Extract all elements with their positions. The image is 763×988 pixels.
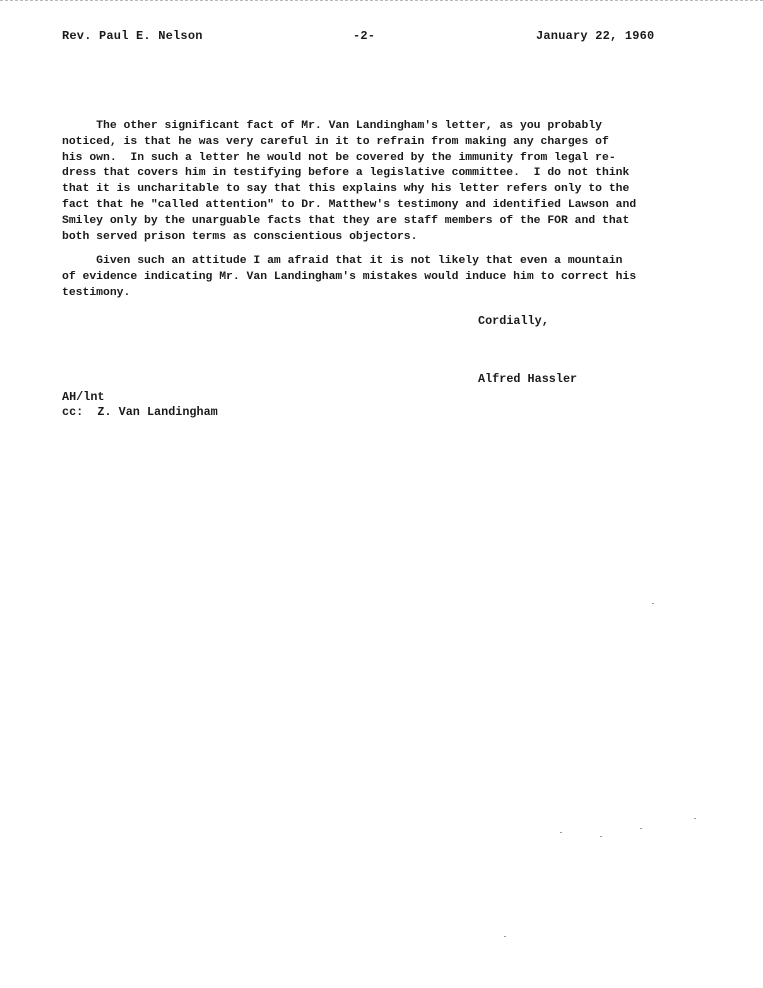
paragraph-line: fact that he "called attention" to Dr. Matthew's testimony and identified Lawson and — [62, 198, 637, 211]
paragraph-line: both served prison terms as conscientious objectors. — [62, 230, 418, 243]
paragraph-line: The other significant fact of Mr. Van Landingham's letter, as you probably — [62, 120, 603, 132]
header-recipient: Rev. Paul E. Nelson — [62, 29, 203, 43]
paragraph-line: that it is uncharitable to say that this explains why his letter refers only to the — [62, 183, 630, 196]
paragraph-line: noticed, is that he was very careful in it to refrain from making any charges of — [62, 135, 609, 148]
paragraph-line: Given such an attitude I am afraid that it is not likely that even a mountain — [62, 255, 623, 267]
typist-initials: AH/lnt — [62, 390, 105, 404]
paragraph-line: of evidence indicating Mr. Van Landingham's mistakes would induce him to correct his — [62, 270, 637, 283]
scan-speck — [640, 828, 642, 829]
paragraph-line: his own. In such a letter he would not be covered by the immunity from legal re- — [62, 151, 616, 164]
header-page-number: -2- — [353, 29, 376, 43]
body-paragraph-1 — [62, 119, 702, 245]
cc-line: cc: Z. Van Landingham — [62, 405, 218, 419]
paragraph-line: testimony. — [62, 286, 131, 299]
header-date: January 22, 1960 — [536, 29, 655, 43]
scan-speck — [652, 603, 654, 604]
paragraph-line: dress that covers him in testifying before a legislative committee. I do not think — [62, 167, 630, 180]
scan-speck — [694, 818, 696, 819]
paragraph-line: Smiley only by the unarguable facts that they are staff members of the FOR and that — [62, 214, 630, 227]
closing: Cordially, — [478, 314, 549, 328]
scan-speck — [504, 936, 506, 937]
signature-name: Alfred Hassler — [478, 372, 578, 386]
body-paragraph-2 — [62, 254, 702, 301]
scan-speck — [560, 832, 562, 833]
scan-speck — [600, 836, 602, 837]
